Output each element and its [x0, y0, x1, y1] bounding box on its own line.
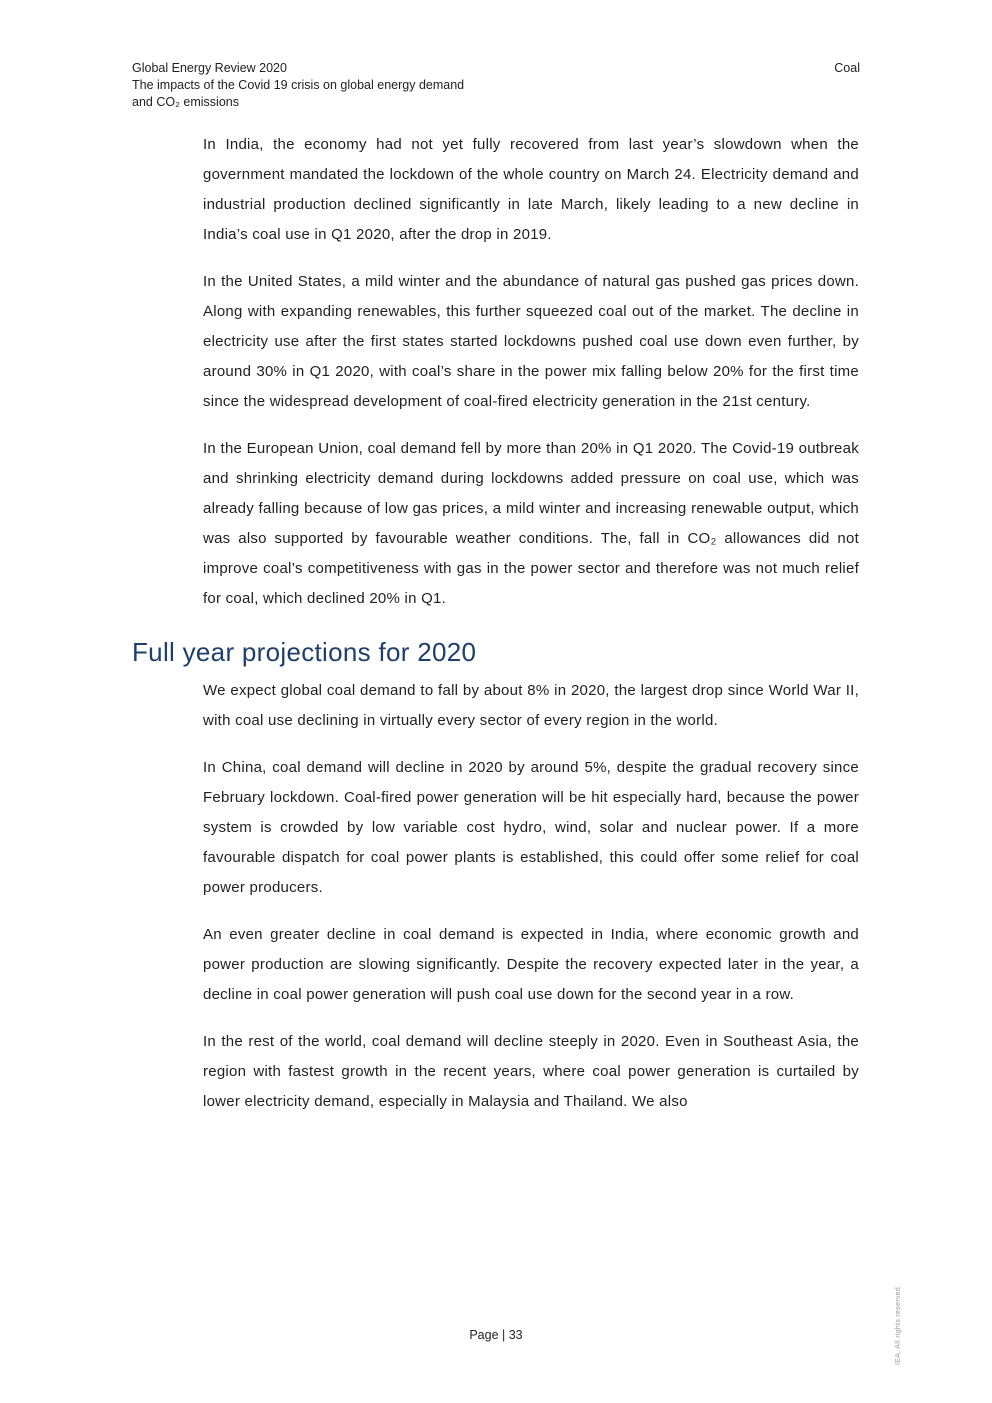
- report-title: Global Energy Review 2020: [132, 61, 287, 75]
- rights-notice: IEA. All rights reserved.: [895, 1284, 902, 1365]
- main-content: [132, 130, 859, 1134]
- section-heading: Full year projections for 2020: [132, 637, 477, 667]
- section-name: Coal: [834, 61, 860, 75]
- paragraph-china-outlook: In China, coal demand will decline in 2020 by around 5%, despite the gradual recovery since February lockdown. Coal-fired power generation will be hit especially hard, because the power system is crowded by low variable cost hydro, wind, solar and nuclear power. If a more favourable dispatch for coal power plants is established, this could offer some relief for coal power producers.: [203, 759, 859, 896]
- report-subtitle-line-1: The impacts of the Covid 19 crisis on global energy demand: [132, 78, 465, 92]
- paragraph-india-q1: In India, the economy had not yet fully recovered from last year’s slowdown when the government mandated the lockdown of the whole country on March 24. Electricity demand and industrial production declined significantly in late March, likely leading to a new decline in India’s coal use in Q1 2020, after the drop in 2019.: [203, 136, 859, 243]
- paragraph-european-union-q1: In the European Union, coal demand fell by more than 20% in Q1 2020. The Covid-19 outbreak and shrinking electricity demand during lockdowns added pressure on coal use, which was already falling because of low gas prices, a mild winter and increasing renewable output, which was also supported by favourable weather conditions. The, fall in CO₂ allowances did not improve coal’s competitiveness with gas in the power sector and therefore was not much relief for coal, which declined 20% in Q1.: [203, 440, 859, 607]
- report-subtitle-line-2: and CO₂ emissions: [132, 95, 239, 109]
- paragraph-india-outlook: An even greater decline in coal demand is expected in India, where economic growth and power production are slowing significantly. Despite the recovery expected later in the year, a decline in coal power generation will push coal use down for the second year in a row.: [203, 926, 859, 1003]
- paragraph-global-outlook: We expect global coal demand to fall by about 8% in 2020, the largest drop since World War II, with coal use declining in virtually every sector of every region in the world.: [203, 682, 859, 729]
- running-header: [132, 60, 464, 111]
- paragraph-rest-of-world-outlook: In the rest of the world, coal demand will decline steeply in 2020. Even in Southeast Asia, the region with fastest growth in the recent years, where coal power generation is curtailed by lower electricity demand, especially in Malaysia and Thailand. We also: [203, 1033, 859, 1110]
- page-number: Page | 33: [469, 1328, 523, 1342]
- paragraph-united-states-q1: In the United States, a mild winter and the abundance of natural gas pushed gas prices down. Along with expanding renewables, this further squeezed coal out of the market. The decline in electricity use after the first states started lockdowns pushed coal use down even further, by around 30% in Q1 2020, with coal’s share in the power mix falling below 20% for the first time since the widespread development of coal-fired electricity generation in the 21st century.: [203, 273, 859, 410]
